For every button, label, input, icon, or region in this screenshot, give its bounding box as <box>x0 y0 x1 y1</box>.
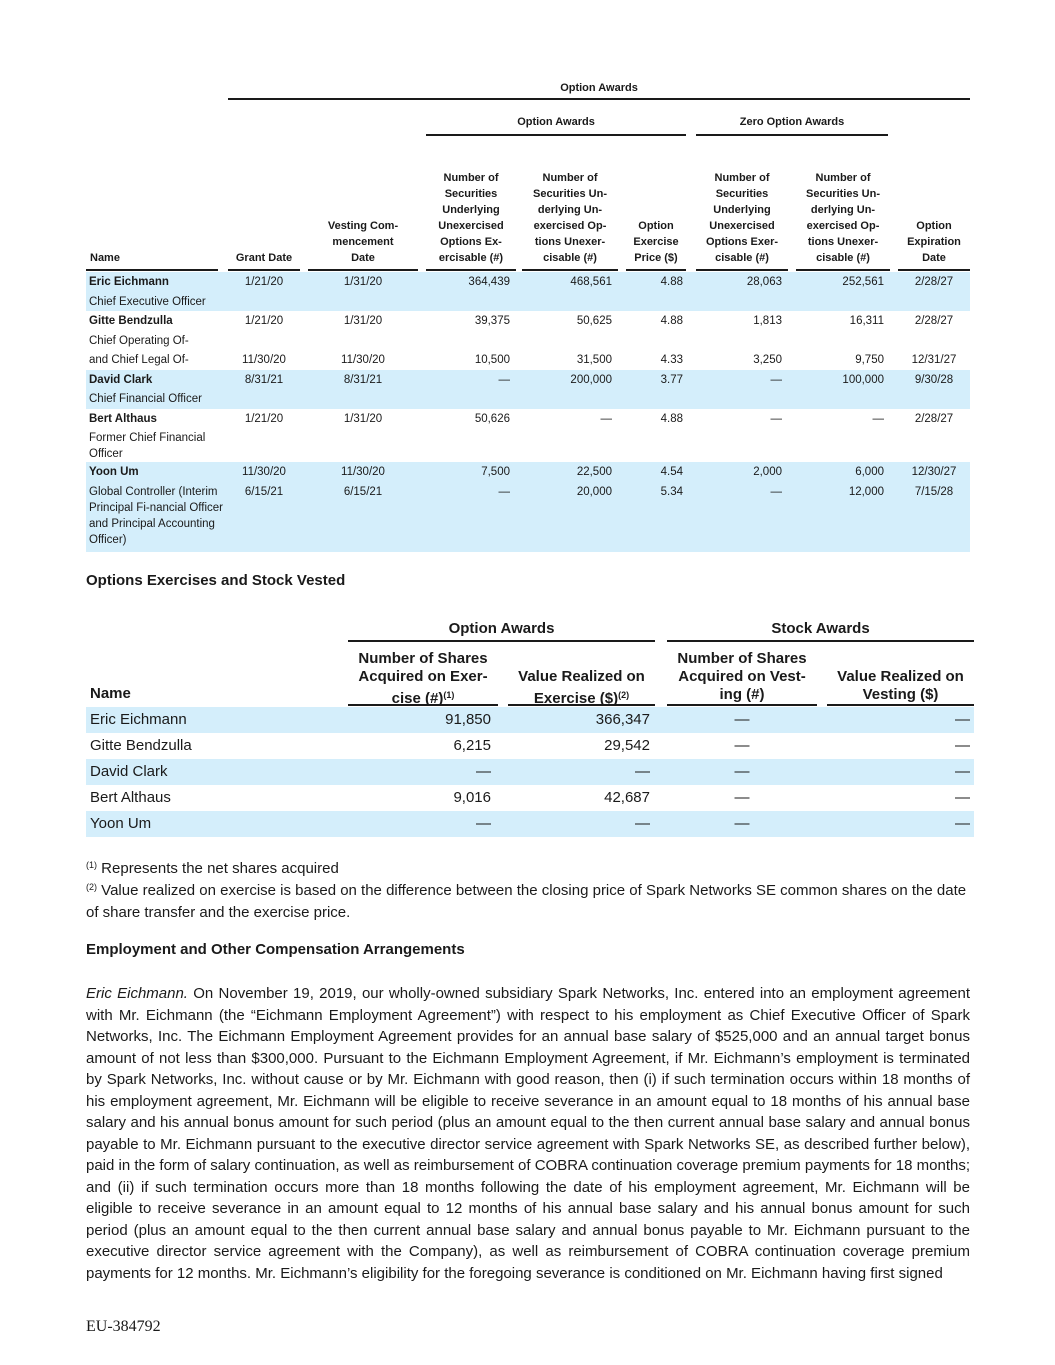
row-name: Gitte Bendzulla <box>89 315 173 327</box>
cell-value-vesting: — <box>955 815 970 832</box>
row-name: Eric Eichmann <box>89 276 169 288</box>
footnote-1: $^{(1)}$ Represents the net shares acquired <box>86 860 339 877</box>
cell-zero-exercisable: 1,813 <box>753 315 782 327</box>
row-title: Global Controller (Interim Principal Fi-nancial Officer and Principal Accounting Officer) <box>89 485 224 546</box>
cell-shares-vesting: — <box>734 815 750 832</box>
cell-value-exercise: 366,347 <box>595 711 650 728</box>
cell-vesting-date: 8/31/21 <box>343 373 383 386</box>
footnote-mark: (2) <box>618 690 630 700</box>
group-stock-awards: Stock Awards <box>771 620 870 637</box>
cell-zero-unexercisable: 16,311 <box>849 315 884 327</box>
cell-exercisable: 39,375 <box>474 315 510 327</box>
row-name: Bert Althaus <box>89 412 157 425</box>
cell-exercisable: — <box>498 373 510 386</box>
cell-exercisable: 364,439 <box>468 276 510 288</box>
cell-zero-unexercisable: 252,561 <box>842 276 884 288</box>
row-name: Bert Althaus <box>90 789 171 806</box>
row-title: Chief Operating Of- <box>89 334 189 347</box>
cell-grant-date: 8/31/21 <box>244 373 284 386</box>
cell-zero-unexercisable: 100,000 <box>842 373 884 386</box>
employment-paragraph <box>86 983 970 1284</box>
cell-shares-exercise: — <box>476 815 491 832</box>
header-name: Name <box>90 252 120 264</box>
cell-exercise-price: 4.88 <box>660 315 683 327</box>
row-name: Gitte Bendzulla <box>90 737 192 754</box>
cell-expiration-date: 2/28/27 <box>914 315 954 327</box>
header-rule <box>308 269 418 271</box>
cell-shares-vesting: — <box>734 711 750 728</box>
cell-exercise-price: 4.54 <box>660 466 683 478</box>
header-grant-date: Grant Date <box>235 252 293 264</box>
cell-exercisable: 50,626 <box>474 412 510 425</box>
cell-shares-vesting: — <box>734 737 750 754</box>
cell-exercise-price: 4.88 <box>660 276 683 288</box>
group-zero-option-awards: Zero Option Awards <box>739 116 845 128</box>
cell-value-exercise: — <box>635 815 650 832</box>
header-expiration-date: Option Expiration Date <box>907 220 961 264</box>
row-name: Eric Eichmann <box>90 711 187 728</box>
paragraph-lead: Eric Eichmann. <box>86 985 188 1002</box>
section-heading-exercises: Options Exercises and Stock Vested <box>86 572 346 589</box>
cell-unexercisable: 50,625 <box>576 315 612 327</box>
header-vesting-date: Vesting Com- mencement Date <box>327 220 399 264</box>
row-name: David Clark <box>89 373 153 386</box>
cell-exercise-price: 3.77 <box>660 373 683 386</box>
table-row <box>86 759 974 785</box>
row-name: Yoon Um <box>90 815 152 832</box>
cell-shares-exercise: 91,850 <box>445 711 491 728</box>
group-underline <box>348 640 655 642</box>
table-row <box>86 462 970 552</box>
cell-zero-unexercisable: 6,000 <box>855 466 884 478</box>
cell-exercisable: 7,500 <box>481 466 510 478</box>
cell-vesting-date: 1/31/20 <box>343 315 383 327</box>
cell-shares-exercise: — <box>476 763 491 780</box>
cell-unexercisable: 22,500 <box>576 466 612 478</box>
table-body <box>86 272 970 552</box>
header-shares-acquired-exercise: Number of Shares Acquired on Exer- cise (#)$^{(1)}$ <box>358 650 488 707</box>
group-option-awards-top: Option Awards <box>560 82 638 94</box>
header-unexercisable: Number of Securities Un- derlying Un- exercised Op- tions Unexer- cisable (#) <box>533 172 607 264</box>
row-name: Yoon Um <box>89 466 139 478</box>
group-underline <box>228 98 970 100</box>
header-rule <box>426 269 516 271</box>
cell-value-exercise: — <box>635 763 650 780</box>
cell-grant-date: 1/21/20 <box>244 276 284 288</box>
row-title: Chief Executive Officer <box>89 295 206 308</box>
cell-grant-date: 1/21/20 <box>244 315 284 327</box>
table-row <box>86 733 974 759</box>
table-row <box>86 370 970 409</box>
row-name: David Clark <box>90 763 168 780</box>
header-name: Name <box>90 685 131 702</box>
header-rule <box>508 704 655 706</box>
header-rule <box>626 269 686 271</box>
header-rule <box>86 269 218 271</box>
cell-zero-unexercisable: 9,750 <box>855 354 884 366</box>
cell-value-exercise: 29,542 <box>604 737 650 754</box>
section-heading-employment: Employment and Other Compensation Arrangements <box>86 941 465 958</box>
table-row <box>86 272 970 311</box>
cell-grant-date: 11/30/20 <box>242 466 286 478</box>
cell-vesting-date: 1/31/20 <box>343 276 383 288</box>
cell-zero-exercisable: 3,250 <box>753 354 782 366</box>
cell-expiration-date: 9/30/28 <box>914 373 954 386</box>
table-row <box>86 707 974 733</box>
cell-exercisable: — <box>498 485 510 498</box>
cell-grant-date: 6/15/21 <box>244 485 284 498</box>
group-option-awards: Option Awards <box>517 116 595 128</box>
cell-expiration-date: 12/30/27 <box>911 466 957 478</box>
cell-zero-exercisable: 2,000 <box>753 466 782 478</box>
cell-vesting-date: 1/31/20 <box>343 412 383 425</box>
cell-unexercisable: — <box>600 412 612 425</box>
cell-expiration-date: 2/28/27 <box>914 412 954 425</box>
cell-shares-exercise: 9,016 <box>453 789 491 806</box>
header-rule <box>228 269 300 271</box>
cell-zero-exercisable: 28,063 <box>746 276 782 288</box>
cell-expiration-date: 7/15/28 <box>914 485 954 498</box>
header-rule <box>348 704 498 706</box>
header-rule <box>827 704 974 706</box>
group-underline <box>696 134 888 136</box>
table-row <box>86 785 974 811</box>
header-rule <box>696 269 788 271</box>
cell-exercise-price: 4.33 <box>660 354 683 366</box>
header-rule <box>898 269 970 271</box>
cell-shares-exercise: 6,215 <box>453 737 491 754</box>
cell-vesting-date: 6/15/21 <box>343 485 383 498</box>
group-underline <box>667 640 974 642</box>
header-shares-acquired-vesting: Number of Shares Acquired on Vest- ing (#) <box>677 650 807 703</box>
cell-grant-date: 11/30/20 <box>242 354 286 366</box>
cell-unexercisable: 468,561 <box>570 276 612 288</box>
cell-zero-exercisable: — <box>770 373 782 386</box>
header-rule <box>522 269 618 271</box>
header-rule <box>667 704 817 706</box>
cell-grant-date: 1/21/20 <box>244 412 284 425</box>
footnote-mark: (2) <box>86 882 97 892</box>
header-rule <box>796 269 890 271</box>
header-value-realized-exercise: Value Realized on Exercise ($)$^{(2)}$ <box>518 668 645 707</box>
header-value-realized-vesting: Value Realized on Vesting ($) <box>837 668 964 703</box>
table-row <box>86 409 970 463</box>
cell-shares-vesting: — <box>734 789 750 806</box>
cell-exercise-price: 4.88 <box>660 412 683 425</box>
table-row <box>86 311 970 370</box>
cell-shares-vesting: — <box>734 763 750 780</box>
header-zero-exercisable: Number of Securities Underlying Unexercised Options Exer- cisable (#) <box>705 172 779 264</box>
cell-value-exercise: 42,687 <box>604 789 650 806</box>
row-title: and Chief Legal Of- <box>89 354 189 366</box>
document-id: EU-384792 <box>86 1318 161 1335</box>
row-title: Chief Financial Officer <box>89 393 202 405</box>
cell-zero-exercisable: — <box>770 412 782 425</box>
cell-expiration-date: 12/31/27 <box>911 354 957 366</box>
cell-exercisable: 10,500 <box>474 354 510 366</box>
header-exercisable: Number of Securities Underlying Unexercised Options Ex- ercisable (#) <box>438 172 504 264</box>
footnote-mark: (1) <box>443 690 455 700</box>
group-underline <box>426 134 686 136</box>
cell-expiration-date: 2/28/27 <box>914 276 954 288</box>
paragraph-text: On November 19, 2019, our wholly-owned subsidiary Spark Networks, Inc. entered into an employment agreement with Mr. Eichmann (the “Eichmann Employment Agreement”) with respect to his employment as Chief Executive Officer of Spark Networks, Inc. The Eichmann Employment Agreement provides for an annual base salary of $525,000 and an annual target bonus amount of not less than $300,000. Pursuant to the Eichmann Employment Agreement, if Mr. Eichmann’s employment is terminated by Spark Networks, Inc. without cause or by Mr. Eichmann with good reason, then (i) if such termination occurs within 18 months of his employment agreement, Mr. Eichmann will be eligible to receive severance in an amount equal to 18 months of his annual base salary and his annual bonus amount for such period (plus an amount equal to the then current annual base salary and annual bonus payable to Mr. Eichmann pursuant to the executive director service agreement with Spark Networks SE, as described further below), paid in the form of salary continuation, as well as reimbursement of COBRA continuation coverage premium payments for 18 months; and (ii) if such termination occurs more than 18 months following the date of his employment agreement, Mr. Eichmann will be eligible to receive severance in an amount equal to 12 months of his annual base salary and his annual bonus amount for such period (plus an amount equal to the then current annual base salary and annual bonus payable to Mr. Eichmann pursuant to the executive director service agreement with the Company), as well as reimbursement of COBRA continuation coverage premium payments for 12 months. Mr. Eichmann’s eligibility for the foregoing severance is conditioned on Mr. Eichmann having first signed <box>86 985 970 1282</box>
footnote-2: $^{(2)}$ Value realized on exercise is based on the difference between the closing price of Spark Networks SE common shares on the date of share transfer and the exercise price. <box>86 882 967 921</box>
group-option-awards: Option Awards <box>448 620 555 637</box>
cell-value-vesting: — <box>955 711 970 728</box>
cell-exercise-price: 5.34 <box>660 485 683 498</box>
cell-value-vesting: — <box>955 737 970 754</box>
cell-zero-exercisable: — <box>770 485 782 498</box>
cell-value-vesting: — <box>955 763 970 780</box>
cell-unexercisable: 31,500 <box>576 354 612 366</box>
header-exercise-price: Option Exercise Price ($) <box>633 220 679 264</box>
table-row <box>86 811 974 837</box>
row-title: Former Chief Financial Officer <box>89 432 206 460</box>
cell-vesting-date: 11/30/20 <box>341 354 385 366</box>
header-zero-unexercisable: Number of Securities Un- derlying Un- exercised Op- tions Unexer- cisable (#) <box>806 172 880 264</box>
cell-value-vesting: — <box>955 789 970 806</box>
footnote-mark: (1) <box>86 860 97 870</box>
cell-zero-unexercisable: 12,000 <box>848 485 884 498</box>
cell-unexercisable: 20,000 <box>576 485 612 498</box>
cell-vesting-date: 11/30/20 <box>341 466 385 478</box>
cell-unexercisable: 200,000 <box>570 373 612 386</box>
cell-zero-unexercisable: — <box>872 412 884 425</box>
